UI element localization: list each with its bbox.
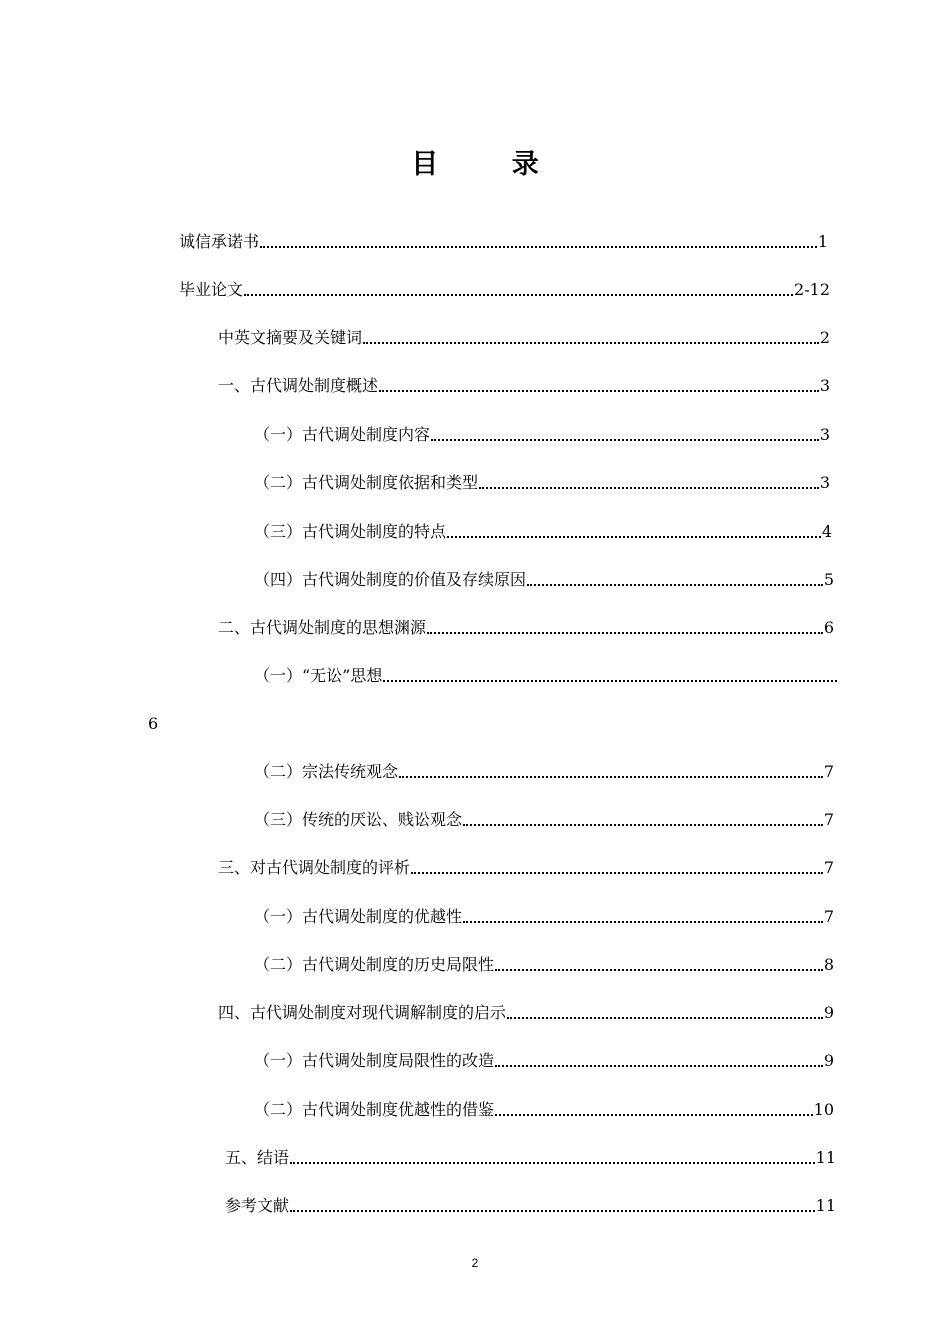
toc-entry bbox=[218, 854, 834, 878]
toc-leader-dots bbox=[363, 322, 819, 344]
toc-entry-page: 11 bbox=[815, 1148, 836, 1167]
toc-entry-page: 3 bbox=[819, 425, 830, 444]
toc-entry-page: 2-12 bbox=[794, 280, 830, 299]
toc-entry bbox=[225, 1192, 836, 1216]
toc-leader-dots bbox=[290, 1190, 815, 1212]
toc-entry-title: 一、古代调处制度概述 bbox=[218, 376, 379, 395]
toc-entry-title: （二）古代调处制度优越性的借鉴 bbox=[254, 1100, 495, 1119]
toc-wrapped-page-number: 6 bbox=[148, 714, 159, 733]
toc-entry-title: （四）古代调处制度的价值及存续原因 bbox=[254, 570, 527, 589]
toc-leader-dots bbox=[411, 852, 823, 874]
toc-entry bbox=[254, 758, 834, 782]
toc-entry bbox=[254, 806, 834, 830]
toc-entry bbox=[254, 662, 838, 686]
toc-entry-title: （二）古代调处制度的历史局限性 bbox=[254, 955, 495, 974]
toc-entry-page: 9 bbox=[823, 1003, 834, 1022]
toc-entry-page: 2 bbox=[819, 328, 830, 347]
toc-entry-page: 3 bbox=[819, 376, 830, 395]
toc-entry-page: 11 bbox=[815, 1196, 836, 1215]
toc-entry-title: 参考文献 bbox=[225, 1196, 290, 1215]
toc-entry-title: 二、古代调处制度的思想渊源 bbox=[218, 618, 427, 637]
toc-entry-page: 7 bbox=[823, 810, 834, 829]
toc-entry-page: 10 bbox=[813, 1100, 834, 1119]
toc-leader-dots bbox=[447, 516, 821, 538]
toc-entry-page: 4 bbox=[821, 522, 832, 541]
toc-entry-title: 五、结语 bbox=[225, 1148, 290, 1167]
toc-entry-title: 中英文摘要及关键词 bbox=[218, 328, 363, 347]
toc-entry-title: （二）古代调处制度依据和类型 bbox=[254, 473, 479, 492]
toc-entry bbox=[254, 469, 830, 493]
toc-entry-page: 3 bbox=[819, 473, 830, 492]
toc-entry-title: （三）传统的厌讼、贱讼观念 bbox=[254, 810, 463, 829]
toc-leader-dots bbox=[427, 612, 823, 634]
toc-entry bbox=[254, 903, 834, 927]
toc-entry-title: 四、古代调处制度对现代调解制度的启示 bbox=[218, 1003, 507, 1022]
toc-entry-title: 毕业论文 bbox=[179, 280, 244, 299]
toc-entry-title: （二）宗法传统观念 bbox=[254, 762, 399, 781]
toc-leader-dots bbox=[507, 997, 823, 1019]
page-number: 2 bbox=[471, 1256, 479, 1270]
toc-entry-page: 1 bbox=[817, 232, 828, 251]
toc-leader-dots bbox=[383, 660, 837, 682]
toc-leader-dots bbox=[479, 467, 819, 489]
toc-entry bbox=[218, 324, 830, 348]
toc-leader-dots bbox=[495, 1094, 813, 1116]
toc-leader-dots bbox=[290, 1142, 815, 1164]
toc-entry bbox=[218, 614, 834, 638]
toc-leader-dots bbox=[495, 949, 823, 971]
toc-leader-dots bbox=[399, 756, 823, 778]
toc-entry-page: 8 bbox=[823, 955, 834, 974]
page-title: 目 录 bbox=[411, 149, 571, 180]
toc-entry bbox=[254, 1047, 834, 1071]
toc-entry bbox=[179, 228, 828, 252]
toc-leader-dots bbox=[244, 274, 793, 296]
toc-entry bbox=[225, 1144, 836, 1168]
toc-entry-page: 6 bbox=[823, 618, 834, 637]
toc-leader-dots bbox=[527, 564, 823, 586]
toc-leader-dots bbox=[463, 804, 823, 826]
toc-entry bbox=[254, 421, 830, 445]
toc-entry bbox=[254, 1096, 834, 1120]
toc-entry-title: 三、对古代调处制度的评析 bbox=[218, 858, 411, 877]
toc-entry-page: 7 bbox=[823, 762, 834, 781]
toc-entry-page: 5 bbox=[823, 570, 834, 589]
toc-entry-title: （一）古代调处制度局限性的改造 bbox=[254, 1051, 495, 1070]
toc-entry bbox=[179, 276, 830, 300]
toc-entry-title: （一）“无讼”思想 bbox=[254, 666, 383, 685]
toc-entry bbox=[218, 999, 834, 1023]
toc-entry-page: 7 bbox=[823, 907, 834, 926]
toc-leader-dots bbox=[495, 1045, 823, 1067]
toc-entry-title: （一）古代调处制度内容 bbox=[254, 425, 431, 444]
toc-entry-page: 7 bbox=[823, 858, 834, 877]
toc-entry-title: （三）古代调处制度的特点 bbox=[254, 522, 447, 541]
toc-entry bbox=[254, 566, 834, 590]
toc-entry bbox=[218, 372, 830, 396]
toc-leader-dots bbox=[431, 419, 819, 441]
toc-leader-dots bbox=[463, 901, 823, 923]
toc-entry-page: 9 bbox=[823, 1051, 834, 1070]
toc-leader-dots bbox=[260, 226, 817, 248]
toc-entry-title: 诚信承诺书 bbox=[179, 232, 260, 251]
toc-leader-dots bbox=[379, 370, 819, 392]
toc-entry bbox=[254, 518, 832, 542]
toc-entry-title: （一）古代调处制度的优越性 bbox=[254, 907, 463, 926]
toc-entry bbox=[254, 951, 834, 975]
